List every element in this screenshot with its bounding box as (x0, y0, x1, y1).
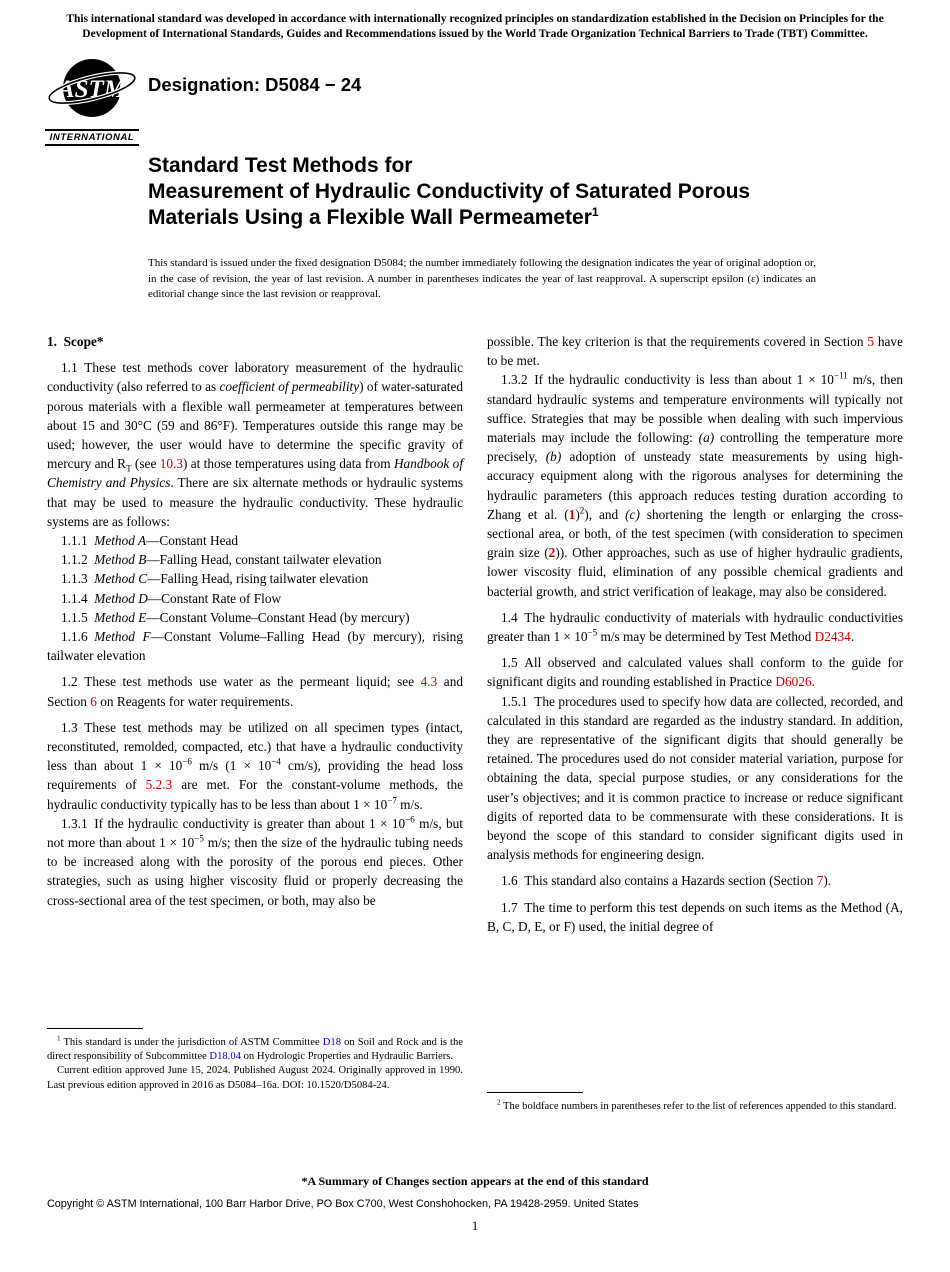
text-run: adoption of unsteady state measurements by using high-accuracy equipment along with the rigorous analyses for determining the hydraulic parameters (this approach reduces testing duration according to Zhang et al. ( (487, 449, 904, 522)
text-run: coefficient of permeability (219, 379, 360, 395)
paragraph (47, 627, 463, 665)
paragraph (47, 718, 463, 814)
text-run: −6 (405, 814, 415, 825)
text-run: T (126, 463, 132, 474)
text-run: 1.1.4 (61, 590, 95, 606)
text-run: (b) (545, 449, 562, 465)
text-run: −6 (182, 756, 192, 767)
paragraph (47, 550, 463, 569)
text-run: (c) (625, 506, 640, 522)
text-run: ). (823, 873, 832, 889)
title-line-1: Standard Test Methods for (148, 154, 413, 177)
text-run: 1 (57, 1034, 61, 1043)
text-run: ) (575, 506, 580, 522)
text-run: Handbook of Chemistry and Physics (47, 456, 464, 491)
text-run: on Reagents for water requirements. (96, 693, 294, 709)
title-line-3: Materials Using a Flexible Wall Permeameter$^1$ (148, 205, 599, 229)
paragraph (487, 871, 903, 890)
issued-note: This standard is issued under the fixed designation D5084; the number immediately following the designation indicates the year of original adoption or, in the case of revision, the year of last revision. A number in parentheses indicates the year of last reapproval. A superscript epsilon (ε) indicates an editorial change since the last revision or reapproval. (148, 257, 816, 300)
paragraph (487, 608, 903, 646)
text-run: m/s; then the size of the hydraulic tubing needs to be increased along with the porosity of the porous end pieces. Other strategies, such as using higher viscosity fluid or properly decreasing the cross-sectional area of the test specimen, or both, may also be (47, 835, 463, 908)
text-run: )). Other approaches, such as use of higher hydraulic gradients, lower viscosity fluid, elimination of any possible chemical gradients and bacterial growth, and strict verification of leakage, may also be considered. (487, 545, 903, 599)
text-run: 1.3.1 If the hydraulic conductivity is greater than about 1 × 10 (61, 815, 406, 831)
text-run: shortening the length or enlarging the cross-sectional area, or both, of the test specimen (with consideration to specimen grain size ( (487, 506, 904, 561)
text-run: (a) (698, 430, 715, 446)
reference-link[interactable]: 2 (548, 545, 556, 561)
paragraph (487, 370, 903, 600)
text-run: 2 (579, 505, 585, 516)
text-run: on Soil and Rock and is the direct responsibility of Subcommittee (47, 1037, 463, 1063)
text-run: 1.1.5 (61, 609, 95, 625)
text-run: —Constant Head (146, 533, 239, 549)
section-heading (47, 332, 463, 351)
text-run: m/s (1 × 10 (191, 758, 272, 774)
text-run: m/s, but not more than about 1 × 10 (47, 815, 463, 851)
text-run: . There are six alternate methods or hydraulic systems that may be used to measure the hydraulic conductivity. These hydraulic systems are as follows: (47, 475, 464, 529)
text-run: 2 (497, 1098, 501, 1107)
paragraph (487, 1100, 903, 1114)
paragraph (487, 898, 903, 936)
text-run: −11 (833, 370, 848, 381)
text-run: 1.4 The hydraulic conductivity of materials with hydraulic conductivities greater than 1 × 10 (487, 609, 903, 645)
page-number: 1 (471, 1218, 479, 1233)
footnote-block-left (47, 1028, 463, 1093)
text-run: Method C (94, 571, 148, 587)
title-footnote-marker: 1 (591, 205, 599, 219)
body-columns (47, 332, 903, 936)
text-run: 1.7 The time to perform this test depends on such items as the Method (A, B, C, D, E, or F) used, the initial degree of (487, 899, 903, 934)
text-run: —Falling Head, constant tailwater elevation (146, 552, 382, 568)
right-column (487, 332, 903, 936)
reference-link[interactable]: D18.04 (209, 1051, 241, 1063)
text-run: ) at those temperatures using data from (182, 456, 394, 472)
reference-link[interactable]: 6 (90, 693, 97, 709)
text-run: Method F (94, 629, 151, 645)
text-run: The boldface numbers in parentheses refer to the list of references appended to this standard. (500, 1101, 897, 1112)
text-run: 1.1.3 (61, 571, 95, 587)
text-run: (see (131, 456, 160, 472)
text-run: m/s. (396, 796, 423, 812)
text-run: 1.3.2 If the hydraulic conductivity is less than about 1 × 10 (501, 372, 834, 388)
reference-link[interactable]: 1 (568, 506, 576, 522)
title-line-2: Measurement of Hydraulic Conductivity of Saturated Porous (148, 180, 751, 203)
text-run: 1.5 All observed and calculated values shall conform to the guide for significant digits and rounding established in Practice (487, 655, 903, 690)
left-column (47, 332, 463, 936)
summary-of-changes-note: *A Summary of Changes section appears at the end of this standard (301, 1174, 649, 1188)
text-run: Method E (94, 609, 147, 625)
text-run: —Falling Head, rising tailwater elevation (147, 571, 369, 587)
paragraph (47, 531, 463, 550)
text-run: ) of water-saturated porous materials with a flexible wall permeameter at temperatures between about 15 and 30°C (59 and 86°F). Temperatures outside this range may be used; however, the user would have to determine the specific gravity of mercury and R (47, 379, 463, 472)
paragraph (47, 569, 463, 588)
astm-logo-text: ASTM (57, 76, 127, 103)
text-run: are met. For the constant-volume methods, the hydraulic conductivity typically has to be less than about 1 × 10 (47, 777, 463, 812)
text-run: cm/s), providing the head loss requirements of (47, 758, 464, 793)
text-run: —Constant Rate of Flow (147, 590, 282, 606)
text-run: possible. The key criterion is that the requirements covered in Section (487, 334, 868, 349)
paragraph (47, 1064, 463, 1092)
reference-link[interactable]: 10.3 (159, 456, 183, 472)
text-run: ), and (584, 506, 626, 522)
text-run: −7 (387, 795, 397, 806)
copyright-line: Copyright © ASTM International, 100 Barr Harbor Drive, PO Box C700, West Conshohocken, PA 19428-2959. United States (47, 1198, 639, 1210)
astm-globe-icon (45, 54, 139, 126)
text-run: . (850, 629, 855, 645)
text-run: 1.1.2 (61, 552, 95, 568)
reference-link[interactable]: D2434 (814, 629, 851, 645)
paragraph (47, 814, 463, 910)
reference-link[interactable]: 5 (867, 334, 875, 349)
text-run: −5 (587, 627, 598, 638)
text-run: −4 (271, 756, 281, 767)
reference-link[interactable]: D6026 (775, 674, 812, 690)
designation-label: Designation: D5084 − 24 (148, 74, 362, 95)
text-run: on Hydrologic Properties and Hydraulic Barriers. (240, 1051, 454, 1063)
reference-link[interactable]: 4.3 (420, 674, 438, 690)
footnote-rule (487, 1092, 583, 1093)
astm-logo (45, 54, 139, 146)
text-run: Method A (94, 533, 147, 549)
text-run: —Constant Volume–Constant Head (by mercury) (146, 609, 410, 625)
text-run: 1.1.6 (61, 629, 95, 645)
text-run: controlling the temperature more precisely, (487, 430, 903, 465)
reference-link[interactable]: D18 (322, 1037, 342, 1048)
reference-link[interactable]: 7 (816, 873, 824, 889)
paragraph (47, 358, 463, 531)
paragraph (47, 672, 463, 710)
document-title (148, 153, 848, 231)
paragraph (47, 608, 463, 627)
text-run: 1.1.1 (61, 533, 95, 549)
text-run: Method D (94, 590, 148, 606)
text-run: 1.6 This standard also contains a Hazards section (Section (501, 873, 817, 889)
text-run: and Section (47, 674, 463, 709)
text-run: 1.3 These test methods may be utilized on all specimen types (intact, reconstituted, remolded, compacted, etc.) that have a hydraulic conductivity less than about 1 × 10 (47, 719, 463, 774)
text-run: . (811, 674, 815, 690)
footnote-rule (47, 1028, 143, 1029)
paragraph (487, 332, 903, 370)
text-run: −5 (194, 833, 204, 844)
paragraph (487, 653, 903, 691)
text-run: Method B (94, 552, 147, 568)
footnote-block-right (487, 1092, 903, 1114)
astm-logo-subtitle: INTERNATIONAL (45, 129, 139, 146)
text-run: 1.1 These test methods cover laboratory measurement of the hydraulic conductivity (also referred to as (47, 360, 463, 395)
wto-tbt-notice: This international standard was developed in accordance with internationally recognized principles on standardization established in the Decision on Principles for the Development of International Standards, Guides and Recommendations issued by the World Trade Organization Technical Barriers to Trade (TBT) Committee. (66, 13, 884, 40)
text-run: This standard is under the jurisdiction of ASTM Committee (60, 1037, 323, 1048)
text-run: 1. Scope* (47, 334, 104, 349)
text-run: 1.5.1 The procedures used to specify how data are collected, recorded, and calculated in this standard are regarded as the industry standard. In addition, they are representative of the significant digits that should generally be retained. The procedures used do not consider material variation, purpose for obtaining the data, special purpose studies, or any considerations for the user’s objectives; and it is common practice to increase or reduce significant digits of reported data to be commensurate with these considerations. It is beyond the scope of this standard to consider significant digits used in analysis methods for engineering design. (487, 693, 903, 863)
text-run: 1.2 These test methods use water as the permeant liquid; see (61, 674, 421, 690)
text-run: m/s may be determined by Test Method (597, 629, 815, 645)
paragraph (47, 1036, 463, 1064)
reference-link[interactable]: 5.2.3 (145, 777, 173, 793)
text-run: Current edition approved June 15, 2024. Published August 2024. Originally approved in 1990. Last previous edition approved in 2016 as D5084–16a. DOI: 10.1520/D5084-24. (47, 1065, 463, 1091)
paragraph (47, 589, 463, 608)
text-run: m/s, then standard hydraulic systems and temperature environments will typically not suffice. Strategies that may be possible when dealing with such impervious materials may include the following: (487, 372, 904, 446)
text-run: —Constant Volume–Falling Head (by mercury), rising tailwater elevation (47, 629, 463, 664)
text-run: have to be met. (487, 334, 903, 369)
paragraph (487, 692, 903, 865)
